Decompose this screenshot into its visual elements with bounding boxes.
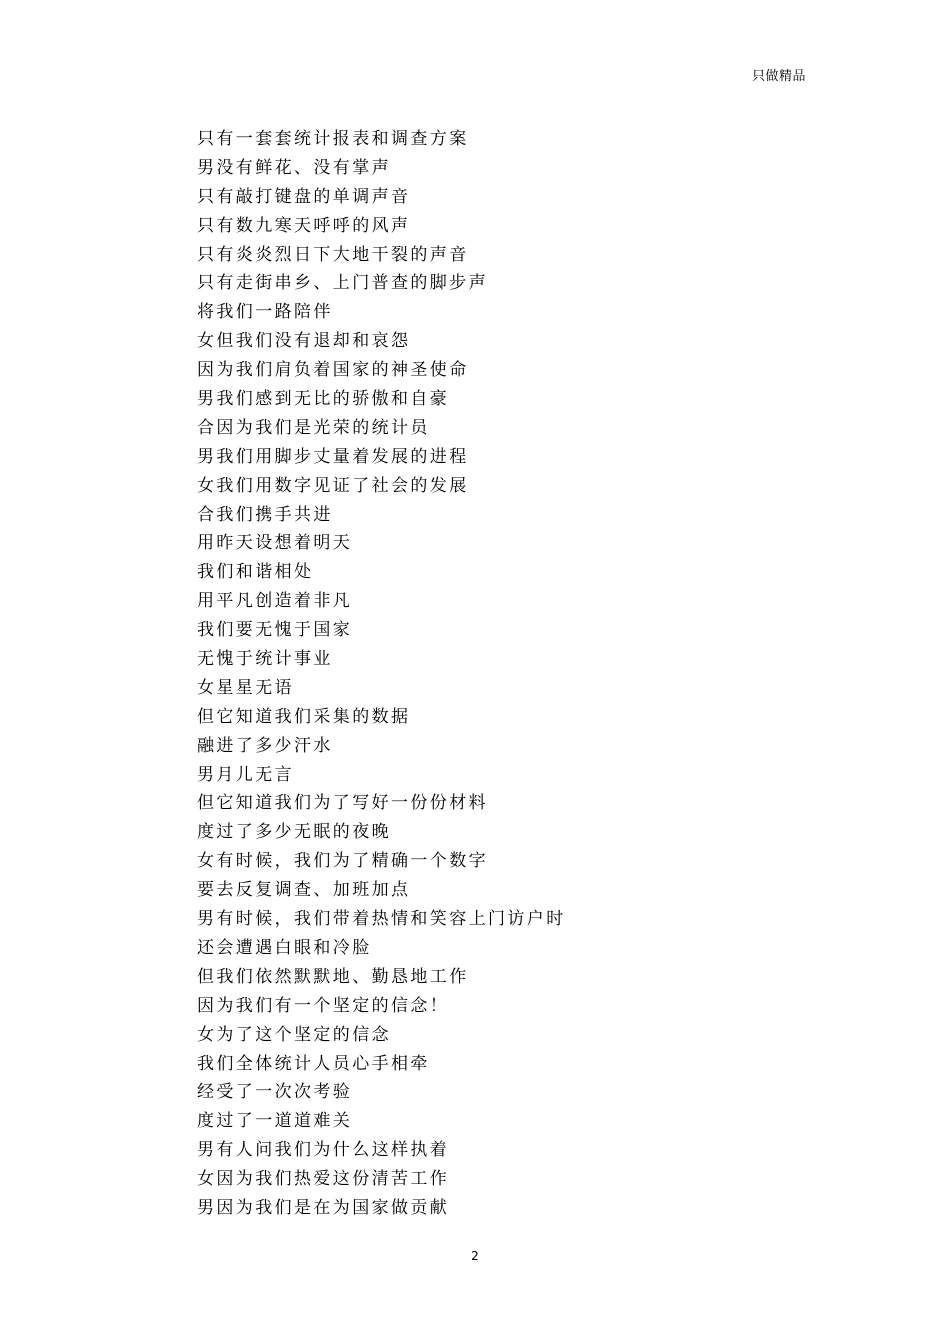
text-line: 度过了多少无眠的夜晚	[197, 822, 391, 843]
text-line: 女我们用数字见证了社会的发展	[197, 475, 469, 496]
text-line: 无愧于统计事业	[197, 649, 333, 670]
text-line: 男有时候，我们带着热情和笑容上门访户时	[197, 909, 566, 930]
text-line: 要去反复调查、加班加点	[197, 880, 411, 901]
text-line: 男我们用脚步丈量着发展的进程	[197, 446, 469, 467]
text-line: 将我们一路陪伴	[197, 302, 333, 323]
text-line: 只有数九寒天呼呼的风声	[197, 215, 411, 236]
text-line: 经受了一次次考验	[197, 1082, 353, 1103]
page-header: 只做精品	[751, 69, 806, 84]
text-line: 还会遭遇白眼和冷脸	[197, 937, 372, 958]
text-line: 合因为我们是光荣的统计员	[197, 417, 430, 438]
text-line: 男我们感到无比的骄傲和自豪	[197, 389, 450, 410]
text-line: 女有时候，我们为了精确一个数字	[197, 851, 488, 872]
text-line: 但我们依然默默地、勤恳地工作	[197, 966, 469, 987]
text-line: 男月儿无言	[197, 764, 294, 785]
text-line: 用昨天设想着明天	[197, 533, 353, 554]
text-line: 女因为我们热爱这份清苦工作	[197, 1169, 450, 1190]
poem-text	[197, 125, 566, 1223]
text-line: 因为我们肩负着国家的神圣使命	[197, 360, 469, 381]
text-line: 我们和谐相处	[197, 562, 314, 583]
text-line: 但它知道我们采集的数据	[197, 706, 411, 727]
text-line: 男因为我们是在为国家做贡献	[197, 1197, 450, 1218]
text-line: 我们全体统计人员心手相牵	[197, 1053, 430, 1074]
text-line: 女星星无语	[197, 677, 294, 698]
text-line: 只有敲打键盘的单调声音	[197, 186, 411, 207]
text-line: 融进了多少汗水	[197, 735, 333, 756]
text-line: 用平凡创造着非凡	[197, 591, 353, 612]
text-line: 男没有鲜花、没有掌声	[197, 157, 391, 178]
text-line: 只有走街串乡、上门普查的脚步声	[197, 273, 488, 294]
text-line: 女为了这个坚定的信念	[197, 1024, 391, 1045]
text-line: 男有人问我们为什么这样执着	[197, 1140, 450, 1161]
text-line: 但它知道我们为了写好一份份材料	[197, 793, 488, 814]
text-line: 只有一套套统计报表和调查方案	[197, 129, 469, 149]
text-line: 合我们携手共进	[197, 504, 333, 525]
text-line: 只有炎炎烈日下大地干裂的声音	[197, 244, 469, 265]
text-line: 度过了一道道难关	[197, 1111, 353, 1132]
page-number: 2	[471, 1249, 479, 1263]
text-line: 我们要无愧于国家	[197, 620, 353, 641]
text-line: 女但我们没有退却和哀怨	[197, 331, 411, 352]
text-line: 因为我们有一个坚定的信念！	[197, 995, 450, 1016]
